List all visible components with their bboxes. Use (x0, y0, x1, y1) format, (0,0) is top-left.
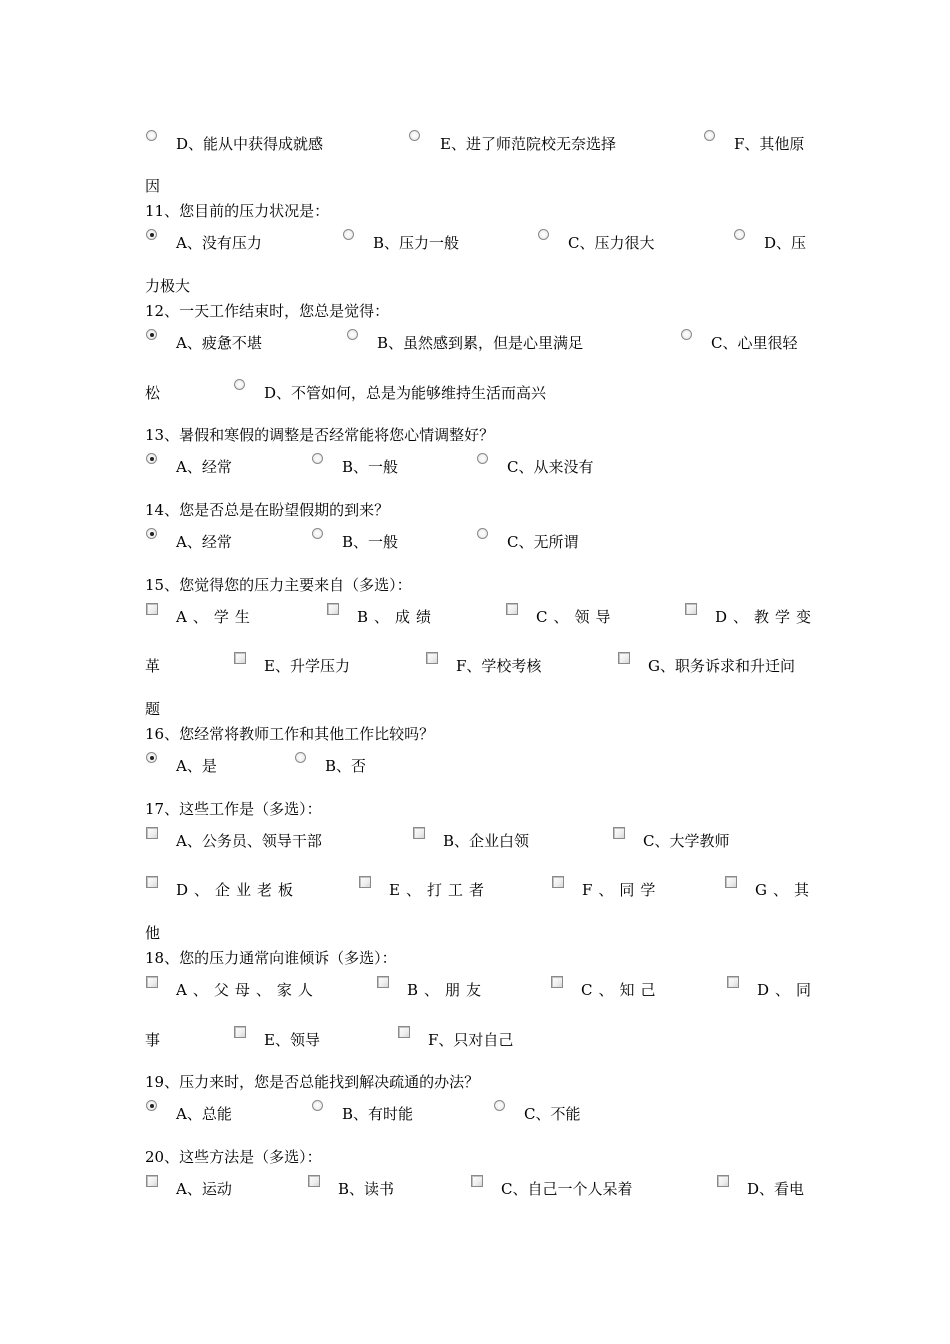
q10-radio-e[interactable] (409, 130, 420, 141)
q18-checkbox-c[interactable] (551, 976, 563, 988)
q18-checkbox-f[interactable] (398, 1026, 410, 1038)
q20-option-d: D、看电 (747, 1180, 805, 1198)
q16-radio-b[interactable] (295, 752, 306, 763)
q18-checkbox-e[interactable] (234, 1026, 246, 1038)
q17-option-e: E、打工者 (389, 881, 490, 899)
q11-option-d: D、压 (764, 234, 807, 252)
q17-option-g: G、其 (755, 881, 815, 899)
q10-option-d: D、能从中获得成就感 (176, 135, 324, 153)
q15-question: 15、您觉得您的压力主要来自（多选）： (145, 576, 412, 594)
q17-checkbox-f[interactable] (552, 876, 564, 888)
q17-option-c: C、大学教师 (643, 832, 730, 850)
q13-radio-a[interactable] (146, 453, 157, 464)
q18-option-d-wrap: 事 (145, 1031, 161, 1049)
q20-checkbox-c[interactable] (471, 1175, 483, 1187)
q13-option-a: A、经常 (176, 458, 232, 476)
q15-option-g-wrap: 题 (145, 700, 161, 718)
q11-question: 11、您目前的压力状况是： (145, 202, 330, 220)
q15-checkbox-d[interactable] (685, 603, 697, 615)
q16-radio-a[interactable] (146, 752, 157, 763)
q13-option-c: C、从来没有 (507, 458, 594, 476)
q17-checkbox-c[interactable] (613, 827, 625, 839)
q15-option-e: E、升学压力 (264, 657, 350, 675)
q14-question: 14、您是否总是在盼望假期的到来？ (145, 501, 390, 519)
q17-checkbox-a[interactable] (146, 827, 158, 839)
q12-question: 12、一天工作结束时，您总是觉得： (145, 302, 390, 320)
q10-radio-d[interactable] (146, 130, 157, 141)
q18-checkbox-d[interactable] (727, 976, 739, 988)
q11-radio-d[interactable] (734, 229, 745, 240)
q17-option-a: A、公务员、领导干部 (176, 832, 322, 850)
q15-option-a: A、学生 (176, 608, 256, 626)
q15-option-g: G、职务诉求和升迁问 (648, 657, 795, 675)
q17-option-g-wrap: 他 (145, 924, 161, 942)
q12-option-c: C、心里很轻 (711, 334, 798, 352)
q14-radio-c[interactable] (477, 528, 488, 539)
q15-checkbox-b[interactable] (327, 603, 339, 615)
q17-option-b: B、企业白领 (443, 832, 530, 850)
q14-radio-b[interactable] (312, 528, 323, 539)
q15-option-b: B、成绩 (357, 608, 438, 626)
q13-radio-c[interactable] (477, 453, 488, 464)
q17-checkbox-e[interactable] (359, 876, 371, 888)
q14-radio-a[interactable] (146, 528, 157, 539)
q17-checkbox-d[interactable] (146, 876, 158, 888)
q14-option-a: A、经常 (176, 533, 232, 551)
q10-radio-f[interactable] (704, 130, 715, 141)
q10-option-f-wrap: 因 (145, 177, 161, 195)
q12-option-c-wrap: 松 (145, 384, 161, 402)
q15-checkbox-e[interactable] (234, 652, 246, 664)
q15-option-f: F、学校考核 (456, 657, 542, 675)
q17-option-f: F、同学 (582, 881, 662, 899)
q12-radio-a[interactable] (146, 329, 157, 340)
q18-option-d: D、同 (757, 981, 818, 999)
q11-option-c: C、压力很大 (568, 234, 655, 252)
q17-checkbox-b[interactable] (413, 827, 425, 839)
q12-radio-c[interactable] (681, 329, 692, 340)
q18-option-e: E、领导 (264, 1031, 320, 1049)
q20-option-a: A、运动 (176, 1180, 232, 1198)
q20-checkbox-b[interactable] (308, 1175, 320, 1187)
q19-question: 19、压力来时，您是否总能找到解决疏通的办法？ (145, 1073, 480, 1091)
q20-checkbox-d[interactable] (717, 1175, 729, 1187)
q20-option-b: B、读书 (338, 1180, 395, 1198)
q14-option-b: B、一般 (342, 533, 399, 551)
q19-radio-a[interactable] (146, 1100, 157, 1111)
q17-option-d: D、企业老板 (176, 881, 300, 899)
q11-radio-a[interactable] (146, 229, 157, 240)
q18-checkbox-a[interactable] (146, 976, 158, 988)
q12-radio-b[interactable] (347, 329, 358, 340)
q11-option-b: B、压力一般 (373, 234, 460, 252)
q19-radio-b[interactable] (312, 1100, 323, 1111)
q11-option-d-wrap: 力极大 (145, 277, 191, 295)
q19-option-a: A、总能 (176, 1105, 232, 1123)
q11-option-a: A、没有压力 (176, 234, 262, 252)
q11-radio-c[interactable] (538, 229, 549, 240)
q15-checkbox-c[interactable] (506, 603, 518, 615)
q19-option-b: B、有时能 (342, 1105, 414, 1123)
q16-option-b: B、否 (325, 757, 367, 775)
q15-checkbox-a[interactable] (146, 603, 158, 615)
q10-option-e: E、进了师范院校无奈选择 (440, 135, 616, 153)
q17-question: 17、这些工作是（多选）： (145, 800, 322, 818)
q10-option-f: F、其他原 (734, 135, 805, 153)
q18-checkbox-b[interactable] (377, 976, 389, 988)
q15-option-d: D、教学变 (715, 608, 818, 626)
q12-radio-d[interactable] (234, 379, 245, 390)
q17-checkbox-g[interactable] (725, 876, 737, 888)
q16-question: 16、您经常将教师工作和其他工作比较吗？ (145, 725, 435, 743)
q13-radio-b[interactable] (312, 453, 323, 464)
q18-option-f: F、只对自己 (428, 1031, 514, 1049)
q13-option-b: B、一般 (342, 458, 399, 476)
q20-checkbox-a[interactable] (146, 1175, 158, 1187)
q19-option-c: C、不能 (524, 1105, 581, 1123)
q11-radio-b[interactable] (343, 229, 354, 240)
q18-option-c: C、知己 (581, 981, 662, 999)
q15-checkbox-f[interactable] (426, 652, 438, 664)
q15-option-d-wrap: 革 (145, 657, 161, 675)
q15-option-c: C、领导 (536, 608, 617, 626)
q15-checkbox-g[interactable] (618, 652, 630, 664)
q14-option-c: C、无所谓 (507, 533, 579, 551)
q12-option-d: D、不管如何，总是为能够维持生活而高兴 (264, 384, 547, 402)
q20-option-c: C、自己一个人呆着 (501, 1180, 633, 1198)
q12-option-b: B、虽然感到累，但是心里满足 (377, 334, 584, 352)
q19-radio-c[interactable] (494, 1100, 505, 1111)
q18-question: 18、您的压力通常向谁倾诉（多选）： (145, 949, 397, 967)
q13-question: 13、暑假和寒假的调整是否经常能将您心情调整好？ (145, 426, 495, 444)
q18-option-b: B、朋友 (407, 981, 488, 999)
q16-option-a: A、是 (176, 757, 217, 775)
q18-option-a: A、父母、家人 (176, 981, 319, 999)
q20-question: 20、这些方法是（多选）： (145, 1148, 322, 1166)
q12-option-a: A、疲惫不堪 (176, 334, 262, 352)
